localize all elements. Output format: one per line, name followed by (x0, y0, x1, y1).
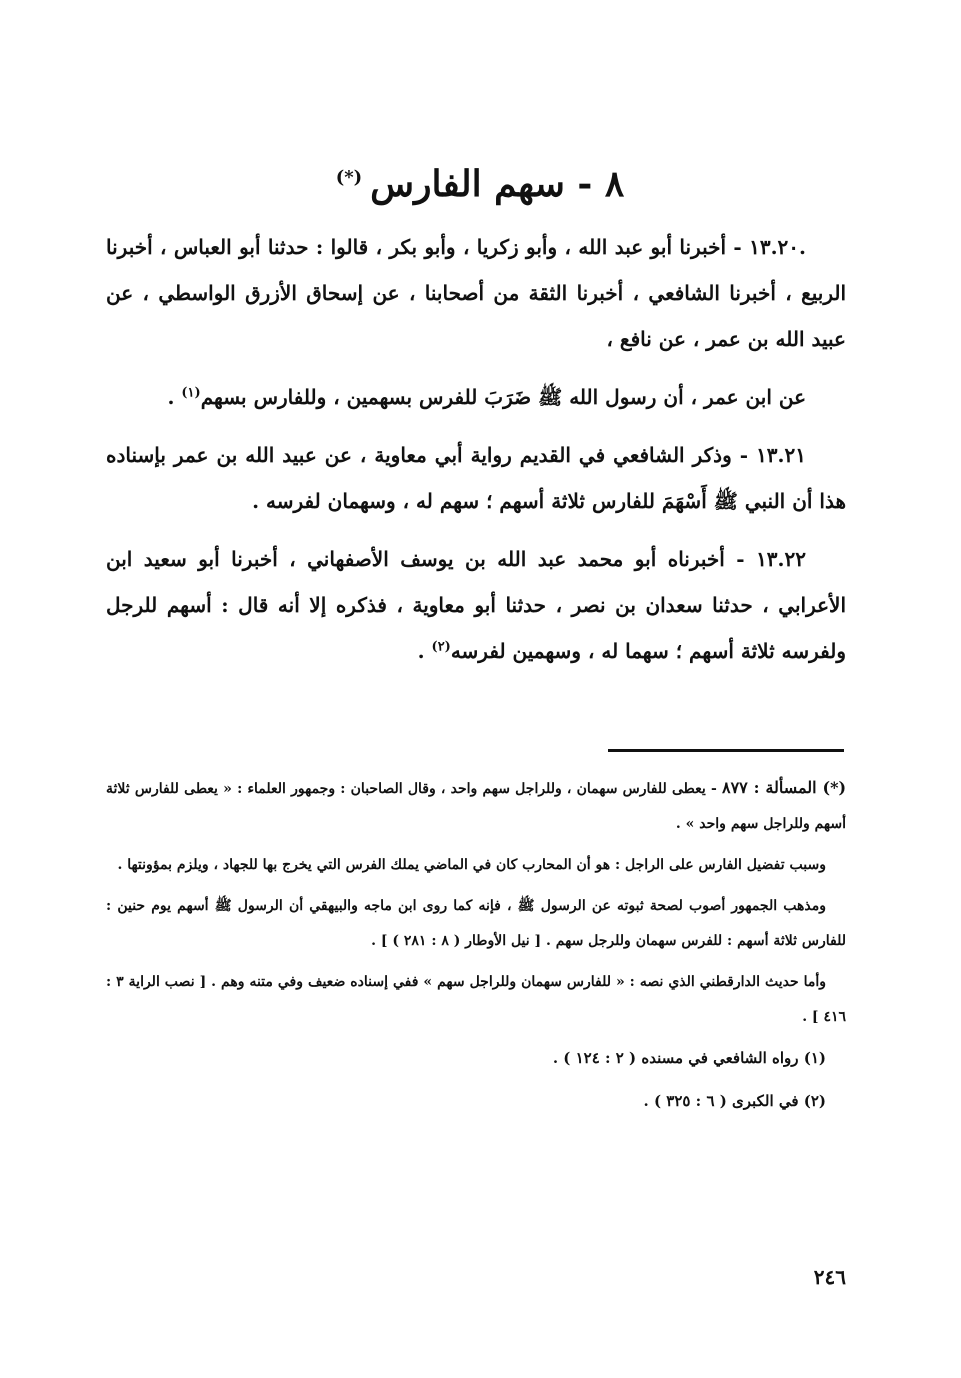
hadith-paragraph-2 (106, 374, 846, 420)
hadith-paragraph-4-text: ١٣.٢٢ - أخبرناه أبو محمد عبد الله بن يوسف الأصفهاني ، أخبرنا أبو سعيد ابن الأعرابي ، حدثنا سعدان بن نصر ، حدثنا أبو معاوية ، فذكره إلا أنه قال : أسهم للرجل ولفرسه ثلاثة أسهم ؛ سهما له ، وسهمين لفرسه (106, 547, 846, 663)
hadith-paragraph-2-text: عن ابن عمر ، أن رسول الله ﷺ ضَرَبَ للفرس بسهمين ، وللفارس بسهم (200, 385, 806, 409)
hadith-paragraph-3: ١٣.٢١ - وذكر الشافعي في القديم رواية أبي معاوية ، عن عبيد الله بن عمر بإسناده هذا أن النبي ﷺ أَسْهَمَ للفارس ثلاثة أسهم ؛ سهم له ، وسهمان لفرسه . (106, 443, 846, 513)
hadith-paragraph-2-end: . (167, 385, 182, 409)
chapter-title-text: ٨ - سهم الفارس (370, 163, 625, 205)
hadith-paragraph-1: .١٣.٢٠ - أخبرنا أبو عبد الله ، وأبو زكريا ، وأبو بكر ، قالوا : حدثنا أبو العباس ، أخبرنا الربيع ، أخبرنا الشافعي ، أخبرنا الثقة من أصحابنا ، عن إسحاق الأزرق الواسطي ، عن عبيد الله بن عمر ، عن نافع ، (106, 235, 846, 351)
hadith-paragraph-4 (106, 536, 846, 674)
note-mas-ala-rest: - يعطى للفارس سهمان ، وللراجل سهم واحد ، وقال الصاحبان : وجمهور العلماء : « يعطى للفارس ثلاثة أسهم وللراجل سهم واحد » . (106, 781, 846, 832)
footnote-1: (١) رواه الشافعي في مسنده ( ٢ : ١٢٤ ) . (552, 1049, 826, 1067)
note-mas-ala (106, 770, 846, 842)
note-reason: وسبب تفضيل الفارس على الراجل : هو أن المحارب كان في الماضي يملك الفرس التي يخرج بها للجهاد ، ويلزم بمؤونتها . (117, 857, 826, 873)
page-number: ٢٤٦ (813, 1265, 846, 1289)
chapter-title-marker: (*) (335, 167, 363, 188)
note-daraqutni: وأما حديث الدارقطني الذي نصه : « للفارس سهمان وللراجل سهم » ففي إسناده ضعيف وفي متنه وهم . [ نصب الراية ٣ : ٤١٦ ] . (106, 974, 846, 1025)
note-mas-ala-lead: (*) المسألة : ٨٧٧ (721, 778, 847, 797)
note-majority-view: ومذهب الجمهور أصوب لصحة ثبوته عن الرسول ﷺ ، فإنه كما روى ابن ماجه والبيهقي أن الرسول ﷺ أسهم يوم حنين : للفارس ثلاثة أسهم : للفرس سهمان وللرجل سهم . [ نيل الأوطار ( ٨ : ٢٨١ ) ] . (106, 898, 846, 949)
footnote-ref-1: (١) (181, 385, 201, 401)
main-text (106, 224, 846, 686)
footnote-ref-2: (٢) (431, 639, 451, 655)
footnotes-section (106, 770, 846, 1127)
footnote-2: (٢) في الكبرى ( ٦ : ٣٢٥ ) . (643, 1092, 826, 1110)
chapter-title (100, 150, 860, 212)
footnote-divider (608, 749, 844, 752)
hadith-paragraph-4-end: . (417, 639, 432, 663)
